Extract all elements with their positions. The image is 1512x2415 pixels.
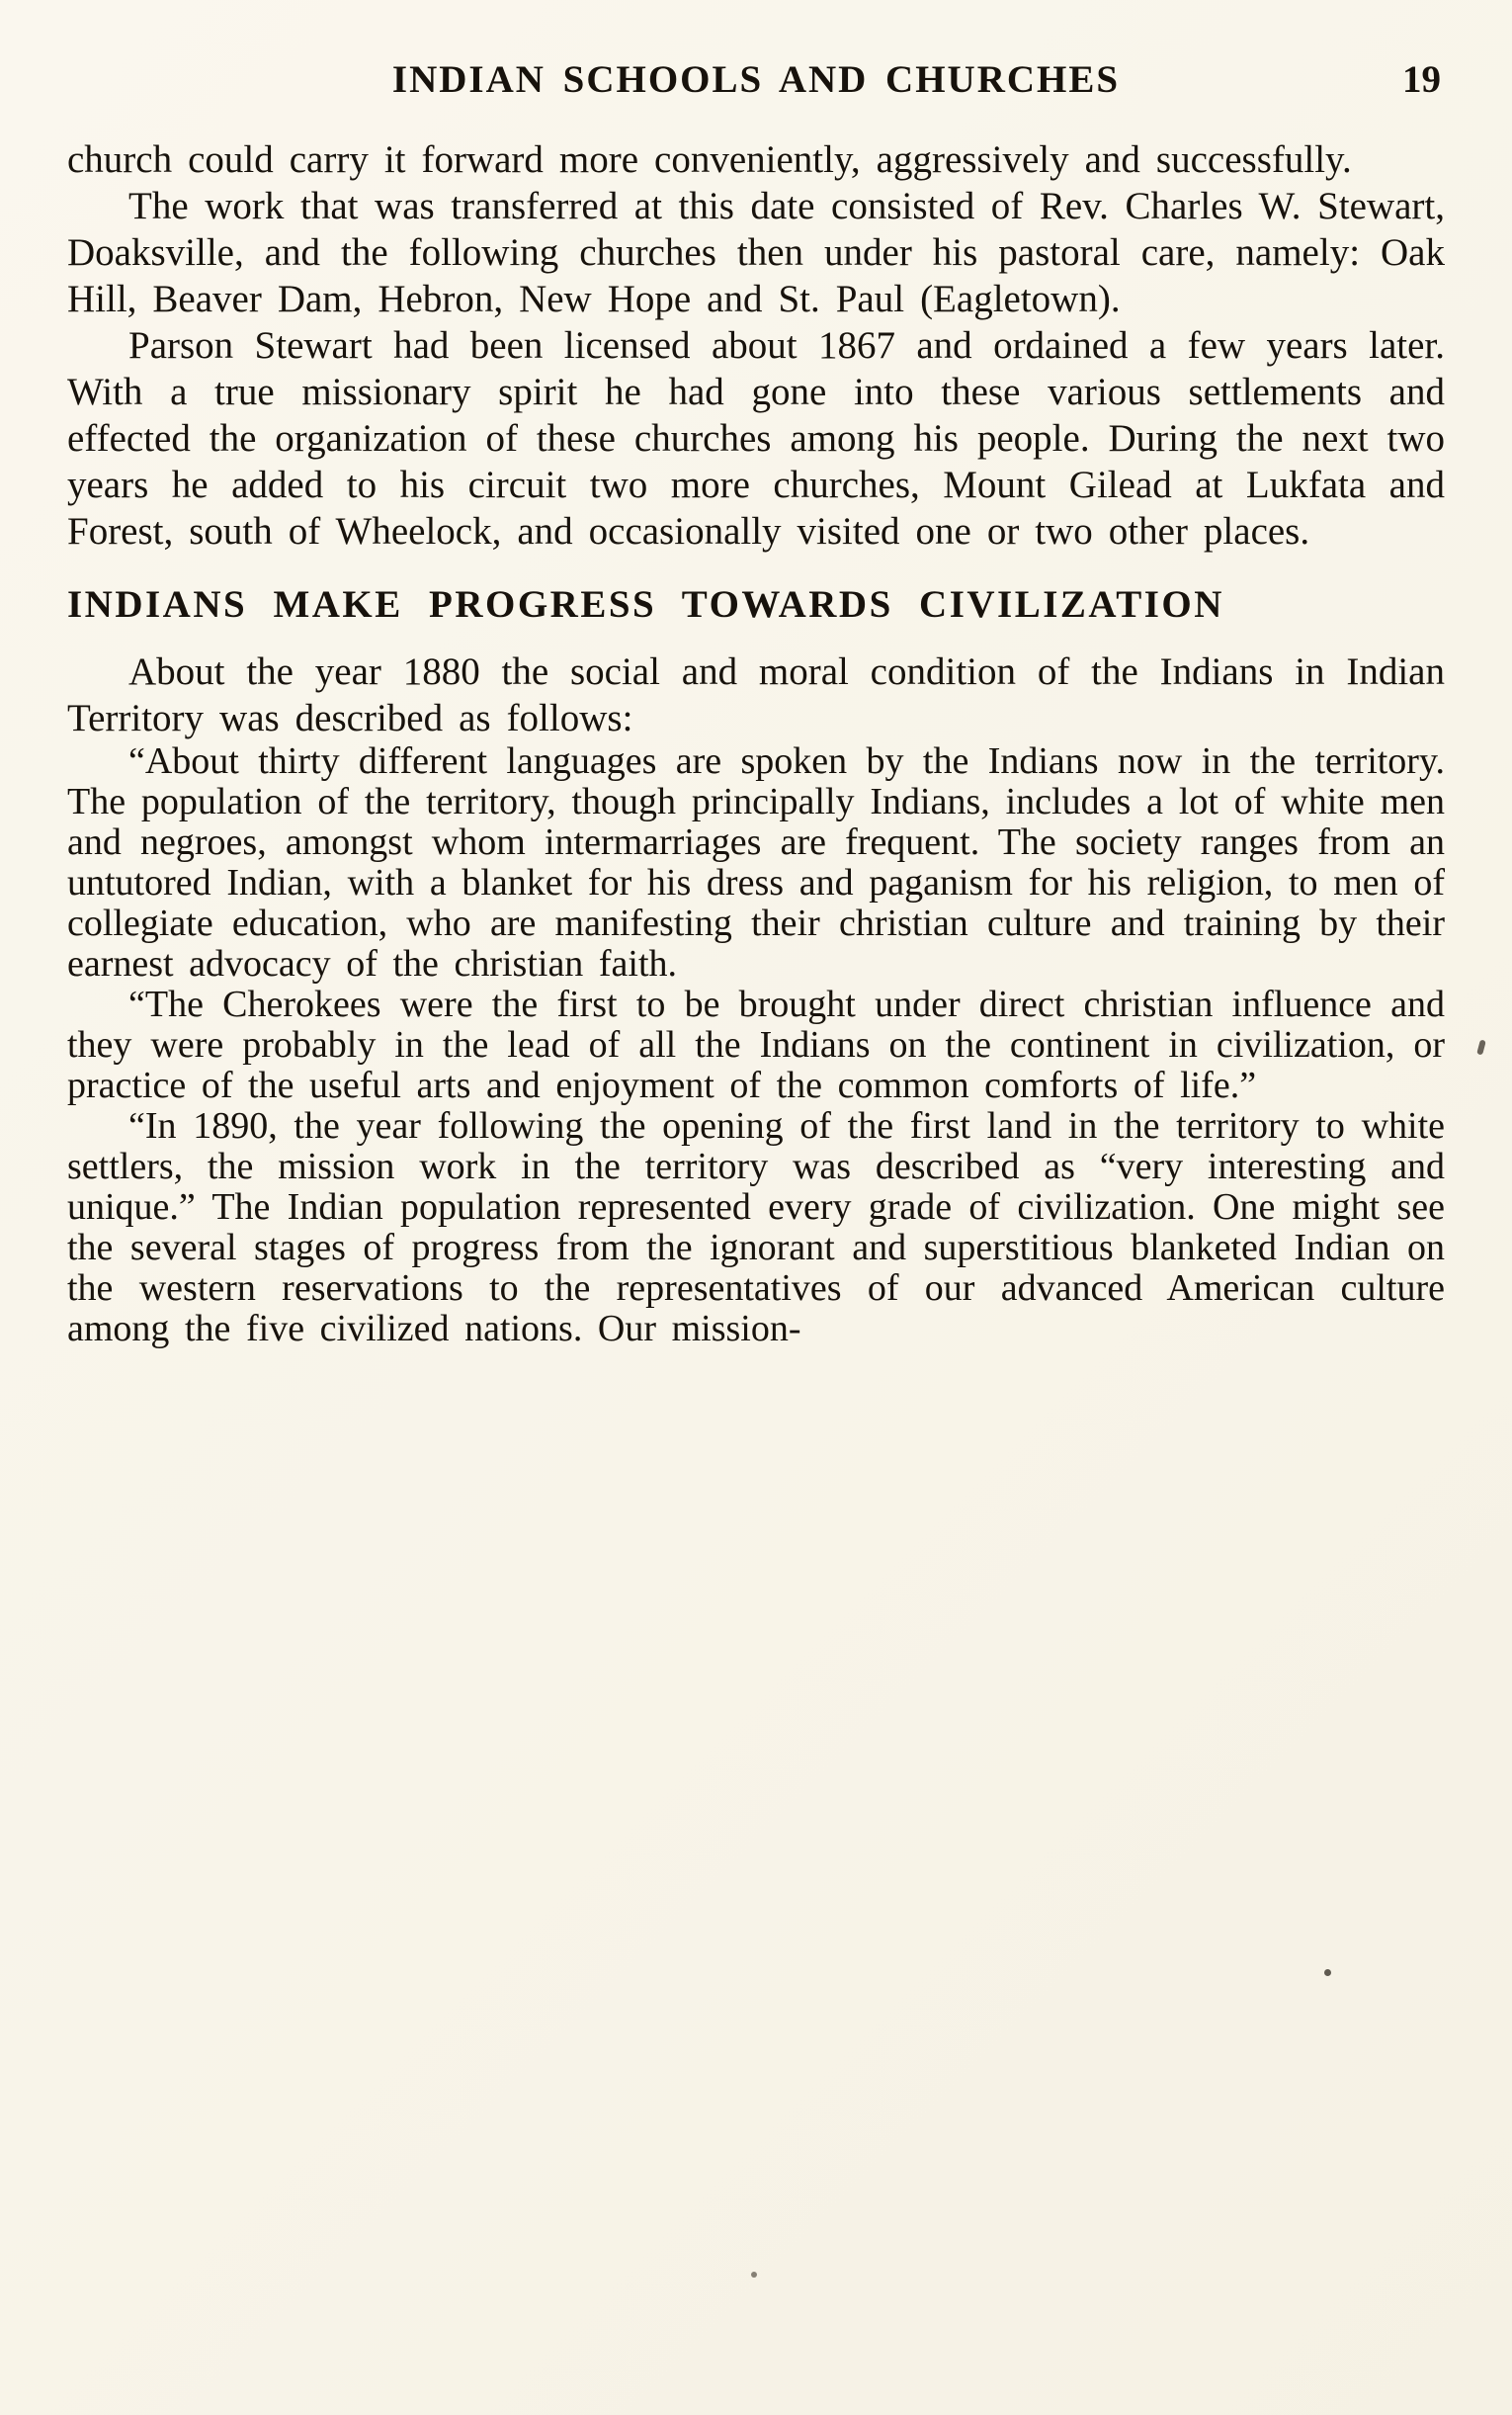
section-heading: INDIANS MAKE PROGRESS TOWARDS CIVILIZATION xyxy=(67,583,1224,626)
paragraph: Parson Stewart had been licensed about 1867 and ordained a few years later. With a true missionary spirit he had gone into these various settlements and effected the organization of these churches among his people. During the next two years he added to his circuit two more churches, Mount Gilead at Lukfata and Forest, south of Wheelock, and occasionally visited one or two other places. xyxy=(67,324,1445,553)
quoted-paragraph: “About thirty different languages are spoken by the Indians now in the territory. The population of the territory, though principally Indians, includes a lot of white men and negroes, amongst whom intermarriages are frequent. The society ranges from an untutored Indian, with a blanket for his dress and paganism for his religion, to men of collegiate education, who are manifesting their christian culture and training by their earnest advocacy of the christian faith. xyxy=(67,740,1445,985)
paragraph: The work that was transferred at this date consisted of Rev. Charles W. Stewart, Doaksville, and the following churches then under his pastoral care, namely: Oak Hill, Beaver Dam, Hebron, New Hope and St. Paul (Eagletown). xyxy=(67,185,1445,320)
paragraph: About the year 1880 the social and moral condition of the Indians in Indian Territory was described as follows: xyxy=(67,650,1445,739)
page-body xyxy=(67,136,1445,1349)
scan-artifact xyxy=(751,2272,757,2278)
quoted-paragraph: “The Cherokees were the first to be brought under direct christian influence and they were probably in the lead of all the Indians on the continent in civilization, or practice of the useful arts and enjoyment of the common comforts of life.” xyxy=(67,984,1445,1106)
page-header xyxy=(67,57,1445,107)
scan-artifact xyxy=(1324,1969,1331,1976)
paragraph-continuation: church could carry it forward more conveniently, aggressively and successfully. xyxy=(67,138,1352,181)
running-head-title: INDIAN SCHOOLS AND CHURCHES xyxy=(391,58,1121,101)
scan-artifact xyxy=(1476,1039,1486,1055)
quoted-paragraph: “In 1890, the year following the opening of the first land in the territory to white settlers, the mission work in the territory was described as “very interesting and unique.” The Indian population represented every grade of civilization. One might see the several stages of progress from the ignorant and superstitious blanketed Indian on the western reservations to the representatives of our advanced American culture among the five civilized nations. Our mission- xyxy=(67,1105,1445,1349)
quoted-passage xyxy=(67,741,1445,1349)
page-number: 19 xyxy=(1402,58,1441,101)
